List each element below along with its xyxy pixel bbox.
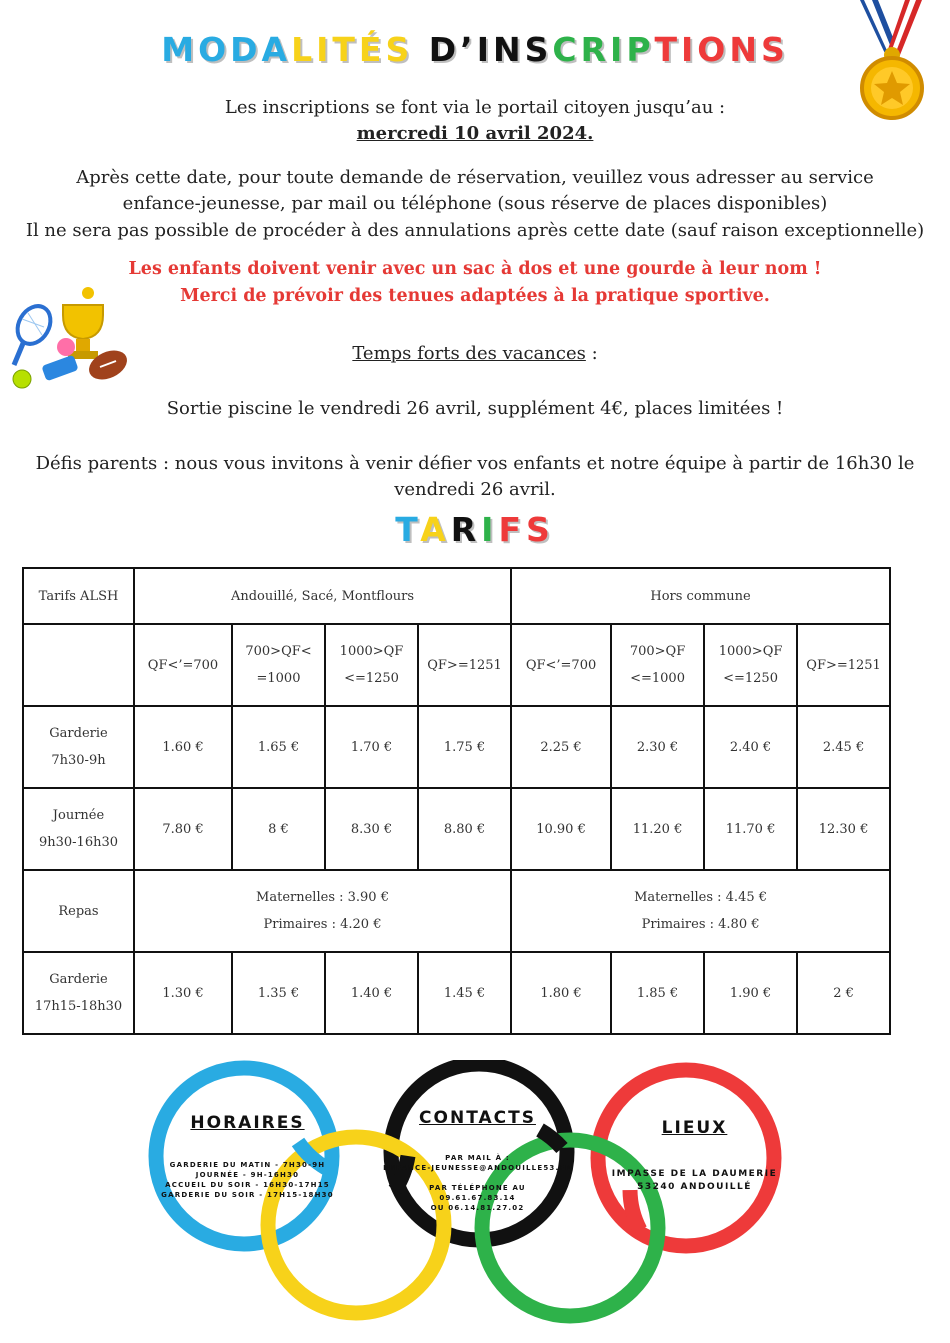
title-letter (413, 30, 429, 69)
tarifs-letter: I (481, 510, 499, 549)
table-row (23, 870, 890, 952)
table-cell: 8.80 € (418, 788, 511, 870)
table-cell: 8 € (232, 788, 325, 870)
table-row (23, 952, 890, 1034)
page-title (0, 30, 950, 69)
highlights-heading-suffix: : (585, 343, 598, 364)
table-row (23, 706, 890, 788)
table-cell: Maternelles : 4.45 € Primaires : 4.80 € (511, 870, 890, 952)
table-qf-header: QF>=1251 (418, 624, 511, 706)
table-qf-header: 700>QF< =1000 (232, 624, 325, 706)
table-qf-header: 1000>QF <=1250 (704, 624, 797, 706)
table-cell: 2.40 € (704, 706, 797, 788)
lieux-list (592, 1168, 797, 1194)
table-qf-header: 700>QF <=1000 (611, 624, 704, 706)
table-cell: 11.20 € (611, 788, 704, 870)
table-qf-header: QF>=1251 (797, 624, 890, 706)
warning-line: Les enfants doivent venir avec un sac à dos et une gourde à leur nom ! (128, 259, 822, 279)
deadline-date-text: mercredi 10 avril 2024. (356, 123, 594, 144)
horaires-title: HORAIRES (190, 1113, 305, 1133)
table-qf-header: QF<’=700 (511, 624, 611, 706)
table-row-label: Journée 9h30-16h30 (23, 788, 134, 870)
info-line: ACCUEIL DU SOIR - 16H30-17H15 (165, 1181, 330, 1189)
title-letter: I (681, 30, 698, 69)
title-letter: I (316, 30, 333, 69)
table-cell: 7.80 € (134, 788, 232, 870)
table-cell: 1.45 € (418, 952, 511, 1034)
table-cell: 1.35 € (232, 952, 325, 1034)
table-qf-row (23, 624, 890, 706)
title-letter: I (610, 30, 627, 69)
highlight-pool: Sortie piscine le vendredi 26 avril, supplément 4€, places limitées ! (166, 398, 784, 419)
table-header-group: Andouillé, Sacé, Montflours (134, 568, 511, 624)
table-header-group: Hors commune (511, 568, 890, 624)
title-letter: D (428, 30, 461, 69)
info-line: IMPASSE DE LA DAUMERIE (611, 1169, 778, 1179)
highlight-parents: Défis parents : nous vous invitons à venir défier vos enfants et notre équipe à partir de 16h30 le vendredi 26 avril. (35, 453, 915, 500)
table-cell: 1.40 € (325, 952, 418, 1034)
deadline-date (0, 121, 950, 147)
table-cell: 2 € (797, 952, 890, 1034)
title-letter: I (476, 30, 493, 69)
highlights-heading-text: Temps forts des vacances (352, 343, 586, 364)
table-header-label: Tarifs ALSH (23, 568, 134, 624)
table-cell: 1.90 € (704, 952, 797, 1034)
table-cell: Maternelles : 3.90 € Primaires : 4.20 € (134, 870, 511, 952)
info-line: PAR TÉLÉPHONE AU (429, 1184, 526, 1192)
lieux-title: LIEUX (661, 1118, 728, 1138)
warning-line: Merci de prévoir des tenues adaptées à la pratique sportive. (180, 286, 770, 306)
title-letter: ’ (460, 30, 477, 69)
tarifs-letter: S (525, 510, 555, 549)
title-letter: T (654, 30, 682, 69)
tarifs-letter: A (420, 510, 451, 549)
title-letter: É (358, 30, 386, 69)
table-header-row (23, 568, 890, 624)
title-letter: S (385, 30, 414, 69)
contacts-list (370, 1153, 585, 1213)
paragraph-line: Après cette date, pour toute demande de réservation, veuillez vous adresser au service (76, 167, 874, 188)
title-letter: O (697, 30, 730, 69)
title-letter: N (492, 30, 525, 69)
tarifs-table (22, 567, 891, 1035)
tarifs-letter: T (395, 510, 421, 549)
info-line: 53240 ANDOUILLÉ (637, 1182, 752, 1192)
table-cell: 1.30 € (134, 952, 232, 1034)
info-line: GARDERIE DU SOIR - 17H15-18H30 (161, 1191, 334, 1199)
table-cell: 1.65 € (232, 706, 325, 788)
title-letter: M (161, 30, 199, 69)
table-cell: 11.70 € (704, 788, 797, 870)
table-cell: 10.90 € (511, 788, 611, 870)
table-cell: 1.70 € (325, 706, 418, 788)
title-letter: P (626, 30, 655, 69)
title-letter: S (524, 30, 553, 69)
table-cell: 1.75 € (418, 706, 511, 788)
info-line: JOURNÉE - 9H-16H30 (195, 1171, 300, 1179)
paragraph-line: enfance-jeunesse, par mail ou téléphone (sous réserve de places disponibles) (122, 193, 828, 214)
table-qf-header: 1000>QF <=1250 (325, 624, 418, 706)
table-row-label: Garderie 17h15-18h30 (23, 952, 134, 1034)
title-letter: S (760, 30, 789, 69)
table-row-label: Repas (23, 870, 134, 952)
contacts-title: CONTACTS (419, 1108, 536, 1128)
tarifs-letter: F (498, 510, 526, 549)
title-letter: R (580, 30, 611, 69)
info-line: ENFANCE-JEUNESSE@ANDOUILLE53.FR (383, 1164, 572, 1172)
table-cell: 1.60 € (134, 706, 232, 788)
table-cell: 1.80 € (511, 952, 611, 1034)
info-line: PAR MAIL À : (445, 1154, 510, 1162)
tarifs-letter: R (450, 510, 482, 549)
title-letter: L (291, 30, 317, 69)
title-letter: A (261, 30, 292, 69)
title-letter: D (230, 30, 262, 69)
table-cell: 12.30 € (797, 788, 890, 870)
table-cell: 1.85 € (611, 952, 704, 1034)
sports-equipment-icon (8, 285, 133, 390)
table-row-label: Garderie 7h30-9h (23, 706, 134, 788)
table-qf-header: QF<’=700 (134, 624, 232, 706)
title-letter: T (332, 30, 359, 69)
intro-line: Les inscriptions se font via le portail citoyen jusqu’au : (224, 97, 726, 118)
paragraph-line: Il ne sera pas possible de procéder à des annulations après cette date (sauf raison exceptionnelle) (25, 220, 925, 241)
info-line (370, 1173, 585, 1183)
horaires-list (160, 1160, 335, 1200)
table-cell (23, 624, 134, 706)
title-letter: O (198, 30, 231, 69)
table-row (23, 788, 890, 870)
info-line: 09.61.67.83.14 (439, 1194, 516, 1202)
table-cell: 2.45 € (797, 706, 890, 788)
title-letter: C (552, 30, 581, 69)
info-line: OU 06.14.81.27.02 (430, 1204, 525, 1212)
info-line: GARDERIE DU MATIN - 7H30-9H (169, 1161, 326, 1169)
table-cell: 2.30 € (611, 706, 704, 788)
highlights-heading (0, 341, 950, 367)
table-cell: 2.25 € (511, 706, 611, 788)
title-letter: N (729, 30, 761, 69)
table-cell: 8.30 € (325, 788, 418, 870)
tarifs-title (0, 510, 950, 549)
